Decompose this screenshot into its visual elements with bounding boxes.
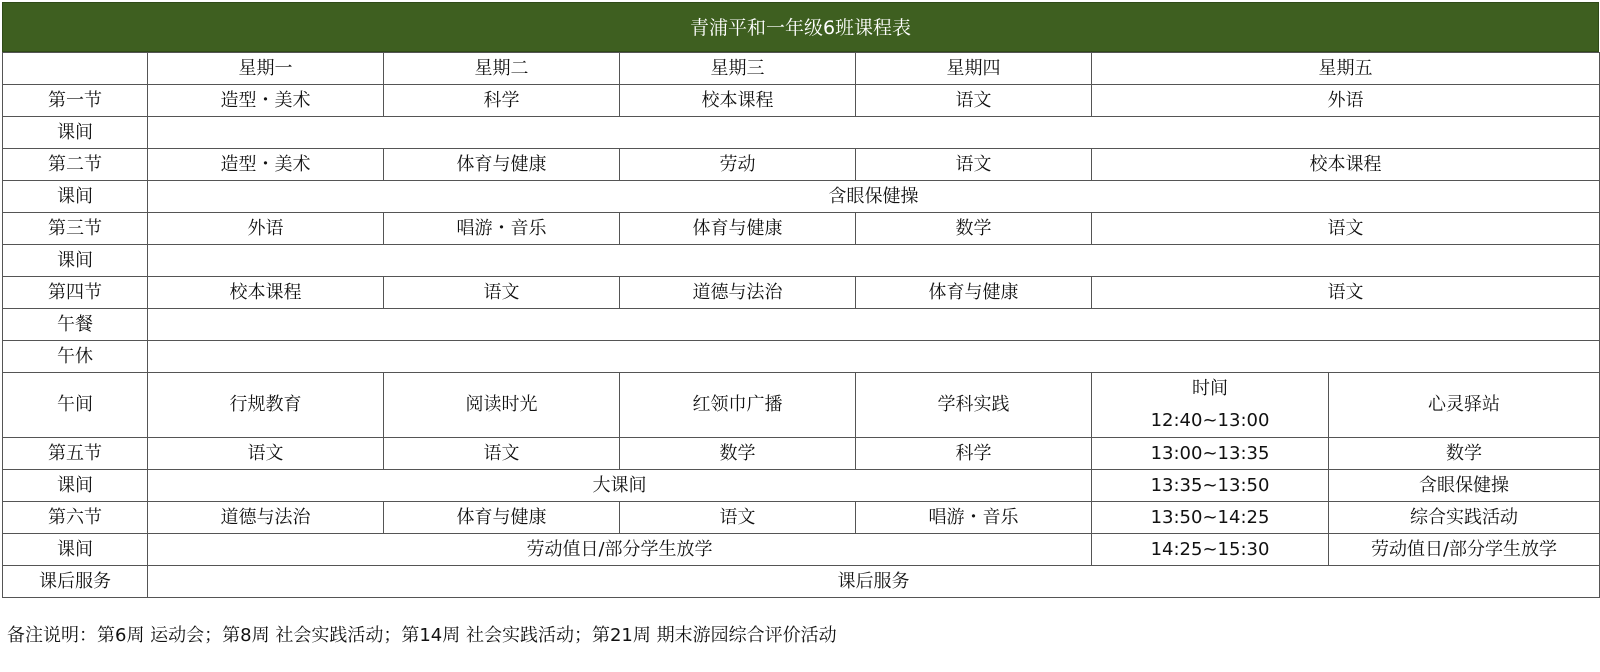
row-label: 第三节: [3, 213, 148, 245]
cell-p4-fri: 语文: [1092, 277, 1600, 309]
row-label: 午间: [3, 373, 148, 438]
break-2-row: [3, 181, 1600, 213]
cell-p6-wed: 语文: [620, 502, 856, 534]
cell-p6-tue: 体育与健康: [384, 502, 620, 534]
cell-p3-wed: 体育与健康: [620, 213, 856, 245]
break-5-row: [3, 470, 1600, 502]
cell-noon-wed: 红领巾广播: [620, 373, 856, 438]
row-label: 课后服务: [3, 566, 148, 598]
row-label: 课间: [3, 181, 148, 213]
cell-p1-thu: 语文: [856, 85, 1092, 117]
cell-p3-fri: 语文: [1092, 213, 1600, 245]
cell-p4-tue: 语文: [384, 277, 620, 309]
row-label: 课间: [3, 117, 148, 149]
cell-after-span: 课后服务: [148, 566, 1600, 598]
cell-p4-mon: 校本课程: [148, 277, 384, 309]
header-row: [3, 53, 1600, 85]
period-4-row: [3, 277, 1600, 309]
day-header-fri: 星期五: [1092, 53, 1600, 85]
cell-p3-tue: 唱游・音乐: [384, 213, 620, 245]
cell-p5-thu: 科学: [856, 438, 1092, 470]
break-3-row: [3, 245, 1600, 277]
row-label: 第一节: [3, 85, 148, 117]
row-label: 课间: [3, 470, 148, 502]
row-label: 课间: [3, 534, 148, 566]
nap-row: [3, 341, 1600, 373]
cell-noon-fri: 心灵驿站: [1329, 373, 1600, 438]
cell-noon-mon: 行规教育: [148, 373, 384, 438]
time-range: 12:40~13:00: [1150, 410, 1270, 431]
schedule-title: 青浦平和一年级6班课程表: [2, 2, 1599, 52]
period-5-row: [3, 438, 1600, 470]
time-column-label: 时间: [1192, 378, 1228, 399]
row-label: 午休: [3, 341, 148, 373]
cell-p1-wed: 校本课程: [620, 85, 856, 117]
cell-p2-mon: 造型・美术: [148, 149, 384, 181]
cell-p5-tue: 语文: [384, 438, 620, 470]
cell-p2-fri: 校本课程: [1092, 149, 1600, 181]
cell-nap-span: [148, 341, 1600, 373]
period-1-row: [3, 85, 1600, 117]
cell-b6-time: 14:25~15:30: [1092, 534, 1329, 566]
cell-lunch-span: [148, 309, 1600, 341]
cell-p5-fri: 数学: [1329, 438, 1600, 470]
period-3-row: [3, 213, 1600, 245]
cell-b6-span: 劳动值日/部分学生放学: [148, 534, 1092, 566]
cell-p3-mon: 外语: [148, 213, 384, 245]
break-1-row: [3, 117, 1600, 149]
cell-b6-fri: 劳动值日/部分学生放学: [1329, 534, 1600, 566]
cell-p5-wed: 数学: [620, 438, 856, 470]
cell-p5-mon: 语文: [148, 438, 384, 470]
cell-b5-time: 13:35~13:50: [1092, 470, 1329, 502]
row-label: 课间: [3, 245, 148, 277]
row-label: 第二节: [3, 149, 148, 181]
row-label: 第四节: [3, 277, 148, 309]
schedule-table: [2, 52, 1600, 598]
cell-p6-fri: 综合实践活动: [1329, 502, 1600, 534]
day-header-mon: 星期一: [148, 53, 384, 85]
after-school-row: [3, 566, 1600, 598]
period-6-row: [3, 502, 1600, 534]
row-label: 第五节: [3, 438, 148, 470]
cell-p6-time: 13:50~14:25: [1092, 502, 1329, 534]
cell-b3-span: [148, 245, 1600, 277]
cell-b5-span: 大课间: [148, 470, 1092, 502]
corner-cell: [3, 53, 148, 85]
cell-noon-tue: 阅读时光: [384, 373, 620, 438]
cell-p4-thu: 体育与健康: [856, 277, 1092, 309]
cell-p2-thu: 语文: [856, 149, 1092, 181]
cell-p3-thu: 数学: [856, 213, 1092, 245]
cell-p1-mon: 造型・美术: [148, 85, 384, 117]
lunch-row: [3, 309, 1600, 341]
cell-noon-time: [1092, 373, 1329, 438]
cell-p2-tue: 体育与健康: [384, 149, 620, 181]
cell-b5-fri: 含眼保健操: [1329, 470, 1600, 502]
break-6-row: [3, 534, 1600, 566]
cell-p4-wed: 道德与法治: [620, 277, 856, 309]
noon-row: [3, 373, 1600, 438]
cell-p1-tue: 科学: [384, 85, 620, 117]
cell-p2-wed: 劳动: [620, 149, 856, 181]
row-label: 第六节: [3, 502, 148, 534]
day-header-thu: 星期四: [856, 53, 1092, 85]
day-header-tue: 星期二: [384, 53, 620, 85]
cell-b2-span: 含眼保健操: [148, 181, 1600, 213]
cell-noon-thu: 学科实践: [856, 373, 1092, 438]
cell-p5-time: 13:00~13:35: [1092, 438, 1329, 470]
cell-p6-thu: 唱游・音乐: [856, 502, 1092, 534]
notes-text: 备注说明：第6周 运动会；第8周 社会实践活动；第14周 社会实践活动；第21周 期末游园综合评价活动: [7, 625, 837, 646]
day-header-wed: 星期三: [620, 53, 856, 85]
row-label: 午餐: [3, 309, 148, 341]
cell-b1-span: [148, 117, 1600, 149]
period-2-row: [3, 149, 1600, 181]
cell-p1-fri: 外语: [1092, 85, 1600, 117]
cell-p6-mon: 道德与法治: [148, 502, 384, 534]
